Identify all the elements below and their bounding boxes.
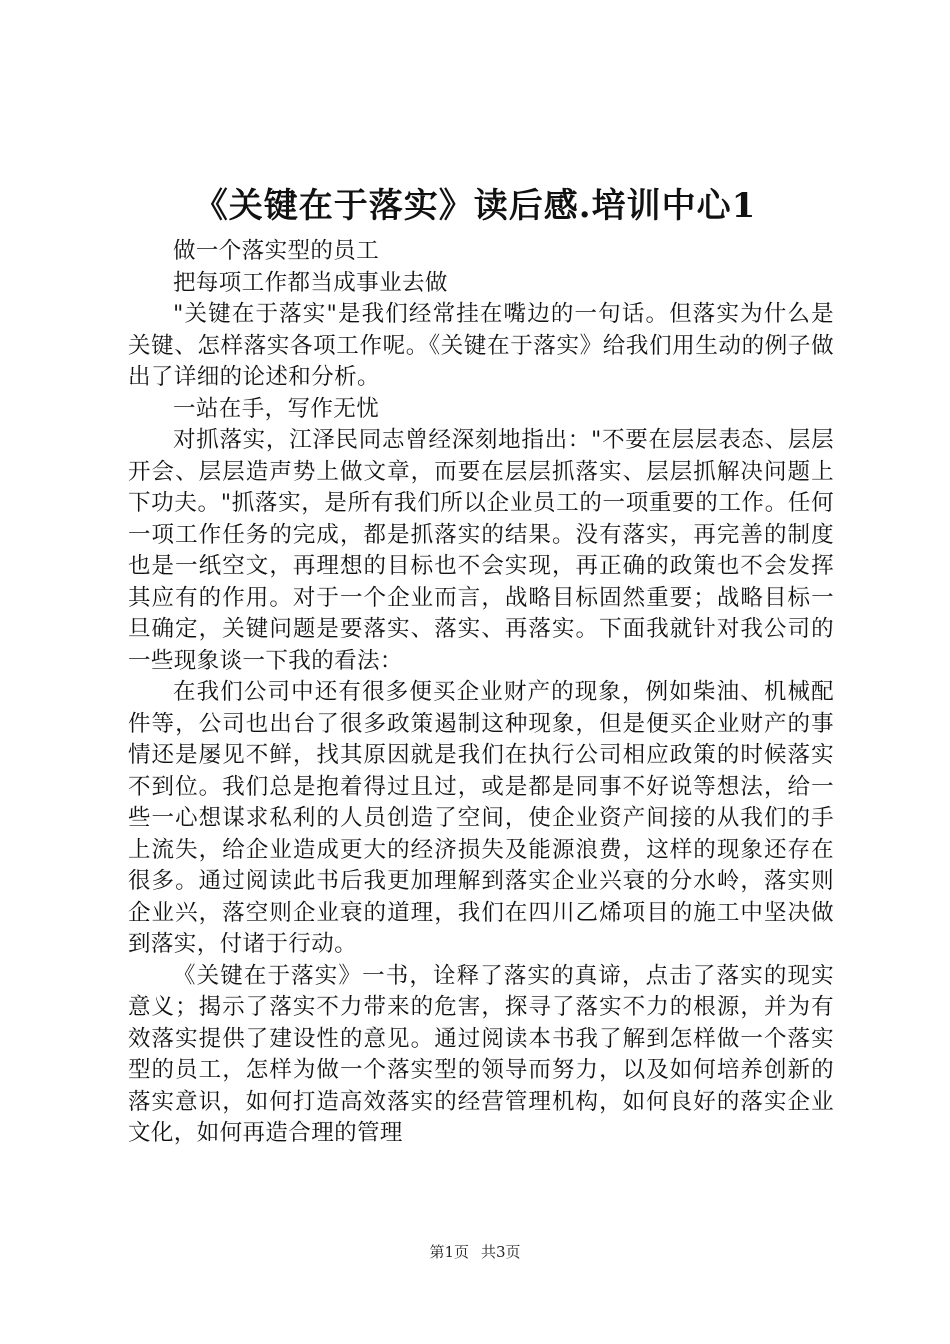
body-paragraph: 一站在手，写作无忧	[173, 395, 380, 422]
body-paragraph: 在我们公司中还有很多便买企业财产的现象，例如柴油、机械配件等，公司也出台了很多政策遏制这种现象，但是便买企业财产的事情还是屡见不鲜，找其原因就是我们在执行公司相应政策的时候落实不到位。我们总是抱着得过且过，或是都是同事不好说等想法，给一些一心想谋求私利的人员创造了空间，使企业资产间接的从我们的手上流失，给企业造成更大的经济损失及能源浪费，这样的现象还存在很多。通过阅读此书后我更加理解到落实企业兴衰的分水岭，落实则企业兴，落空则企业衰的道理，我们在四川乙烯项目的施工中坚决做到落实，付诸于行动。	[128, 679, 834, 957]
subtitle-paragraph: 把每项工作都当成事业去做	[173, 269, 448, 296]
page-number: 第1页	[429, 1243, 469, 1261]
body-paragraph: 《关键在于落实》一书，诠释了落实的真谛，点击了落实的现实意义；揭示了落实不力带来的危害，探寻了落实不力的根源，并为有效落实提供了建设性的意见。通过阅读本书我了解到怎样做一个落实型的员工，怎样为做一个落实型的领导而努力，以及如何培养创新的落实意识，如何打造高效落实的经营管理机构，如何良好的落实企业文化，如何再造合理的管理	[128, 962, 834, 1146]
document-title: 《关键在于落实》读后感.培训中心1	[193, 186, 757, 226]
body-paragraph: "关键在于落实"是我们经常挂在嘴边的一句话。但落实为什么是关键、怎样落实各项工作呢。《关键在于落实》给我们用生动的例子做出了详细的论述和分析。	[128, 301, 834, 390]
document-body	[128, 236, 834, 1150]
page-footer	[0, 1242, 950, 1262]
body-paragraph: 对抓落实，江泽民同志曾经深刻地指出："不要在层层表态、层层开会、层层造声势上做文章，而要在层层抓落实、层层抓解决问题上下功夫。"抓落实，是所有我们所以企业员工的一项重要的工作。任何一项工作任务的完成，都是抓落实的结果。没有落实，再完善的制度也是一纸空文，再理想的目标也不会实现，再正确的政策也不会发挥其应有的作用。对于一个企业而言，战略目标固然重要；战略目标一旦确定，关键问题是要落实、落实、再落实。下面我就针对我公司的一些现象谈一下我的看法：	[128, 427, 834, 674]
subtitle-paragraph: 做一个落实型的员工	[173, 238, 380, 264]
page-total: 共3页	[481, 1243, 521, 1261]
